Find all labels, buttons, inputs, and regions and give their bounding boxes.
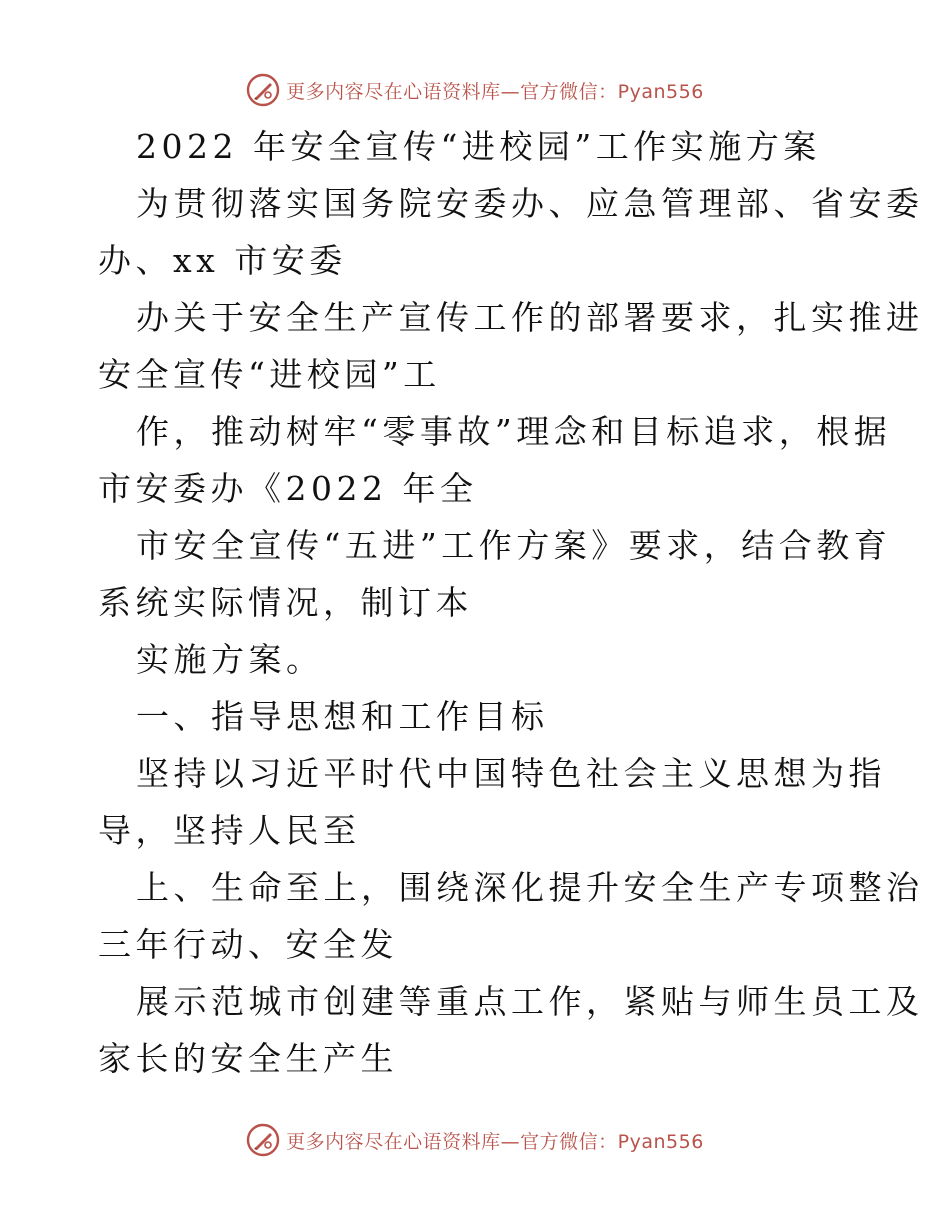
doc-line-3: 办、xx 市安委 — [98, 241, 347, 280]
doc-line-11: 一、指导思想和工作目标 — [136, 697, 549, 736]
quill-pen-seal-icon — [246, 73, 280, 107]
doc-line-12: 坚持以习近平时代中国特色社会主义思想为指 — [136, 754, 886, 793]
doc-line-17: 家长的安全生产生 — [98, 1039, 398, 1078]
doc-line-16: 展示范城市创建等重点工作，紧贴与师生员工及 — [136, 982, 924, 1021]
doc-line-10: 实施方案。 — [136, 640, 324, 679]
doc-line-2: 为贯彻落实国务院安委办、应急管理部、省安委 — [136, 184, 924, 223]
doc-line-1: 2022 年安全宣传“进校园”工作实施方案 — [136, 127, 821, 166]
quill-pen-seal-icon — [246, 1123, 280, 1157]
doc-line-15: 三年行动、安全发 — [98, 925, 398, 964]
doc-line-4: 办关于安全生产宣传工作的部署要求，扎实推进 — [136, 298, 924, 337]
doc-line-6: 作，推动树牢“零事故”理念和目标追求，根据 — [136, 412, 892, 451]
doc-line-5: 安全宣传“进校园”工 — [98, 355, 441, 394]
header-watermark — [0, 70, 950, 110]
doc-line-8: 市安全宣传“五进”工作方案》要求，结合教育 — [136, 526, 892, 565]
doc-line-9: 系统实际情况，制订本 — [98, 583, 473, 622]
watermark-text: 更多内容尽在心语资料库—官方微信：Pyan556 — [286, 80, 704, 103]
footer-watermark — [0, 1120, 950, 1160]
doc-line-13: 导，坚持人民至 — [98, 811, 361, 850]
document-body — [98, 118, 924, 1087]
watermark-text: 更多内容尽在心语资料库—官方微信：Pyan556 — [286, 1130, 704, 1153]
doc-line-7: 市安委办《2022 年全 — [98, 469, 478, 508]
doc-line-14: 上、生命至上，围绕深化提升安全生产专项整治 — [136, 868, 924, 907]
